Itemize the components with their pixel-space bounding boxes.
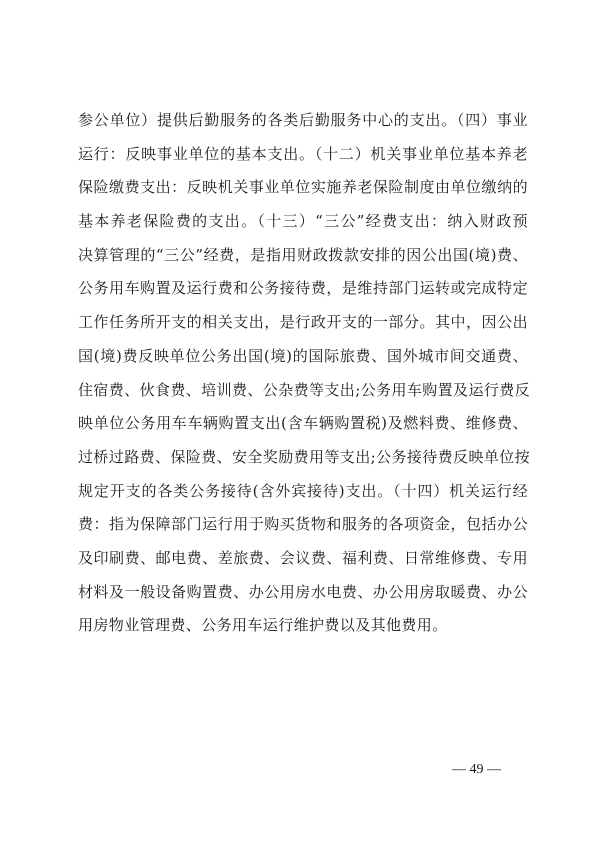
text-line: 工作任务所开支的相关支出，是行政开支的一部分。其中，因公出 xyxy=(78,313,528,332)
text-line: 国(境)费反映单位公务出国(境)的国际旅费、国外城市间交通费、 xyxy=(78,346,528,365)
text-line: 运行：反映事业单位的基本支出。（十二）机关事业单位基本养老 xyxy=(78,144,528,163)
text-line: 费：指为保障部门运行用于购买货物和服务的各项资金，包括办公 xyxy=(78,515,528,534)
text-line: 基本养老保险费的支出。（十三）“三公”经费支出：纳入财政预 xyxy=(78,212,528,231)
body-text xyxy=(78,104,531,643)
text-line: 保险缴费支出：反映机关事业单位实施养老保险制度由单位缴纳的 xyxy=(78,178,528,197)
text-line: 规定开支的各类公务接待(含外宾接待)支出。（十四）机关运行经 xyxy=(78,481,528,500)
text-line: 住宿费、伙食费、培训费、公杂费等支出;公务用车购置及运行费反 xyxy=(78,380,531,399)
text-line: 过桥过路费、保险费、安全奖励费用等支出;公务接待费反映单位按 xyxy=(78,447,531,466)
page-number: — 49 — xyxy=(452,762,501,777)
text-line: 公务用车购置及运行费和公务接待费，是维持部门运转或完成特定 xyxy=(78,279,528,298)
text-line: 参公单位）提供后勤服务的各类后勤服务中心的支出。（四）事业 xyxy=(78,111,528,129)
text-line: 材料及一般设备购置费、办公用房水电费、办公用房取暖费、办公 xyxy=(78,582,528,601)
text-line: 决算管理的“三公”经费，是指用财政拨款安排的因公出国(境)费、 xyxy=(78,245,528,264)
text-line-last: 用房物业管理费、公务用车运行维护费以及其他费用。 xyxy=(78,616,448,635)
text-line: 及印刷费、邮电费、差旅费、会议费、福利费、日常维修费、专用 xyxy=(78,548,528,567)
text-line: 映单位公务用车车辆购置支出(含车辆购置税)及燃料费、维修费、 xyxy=(78,414,528,433)
